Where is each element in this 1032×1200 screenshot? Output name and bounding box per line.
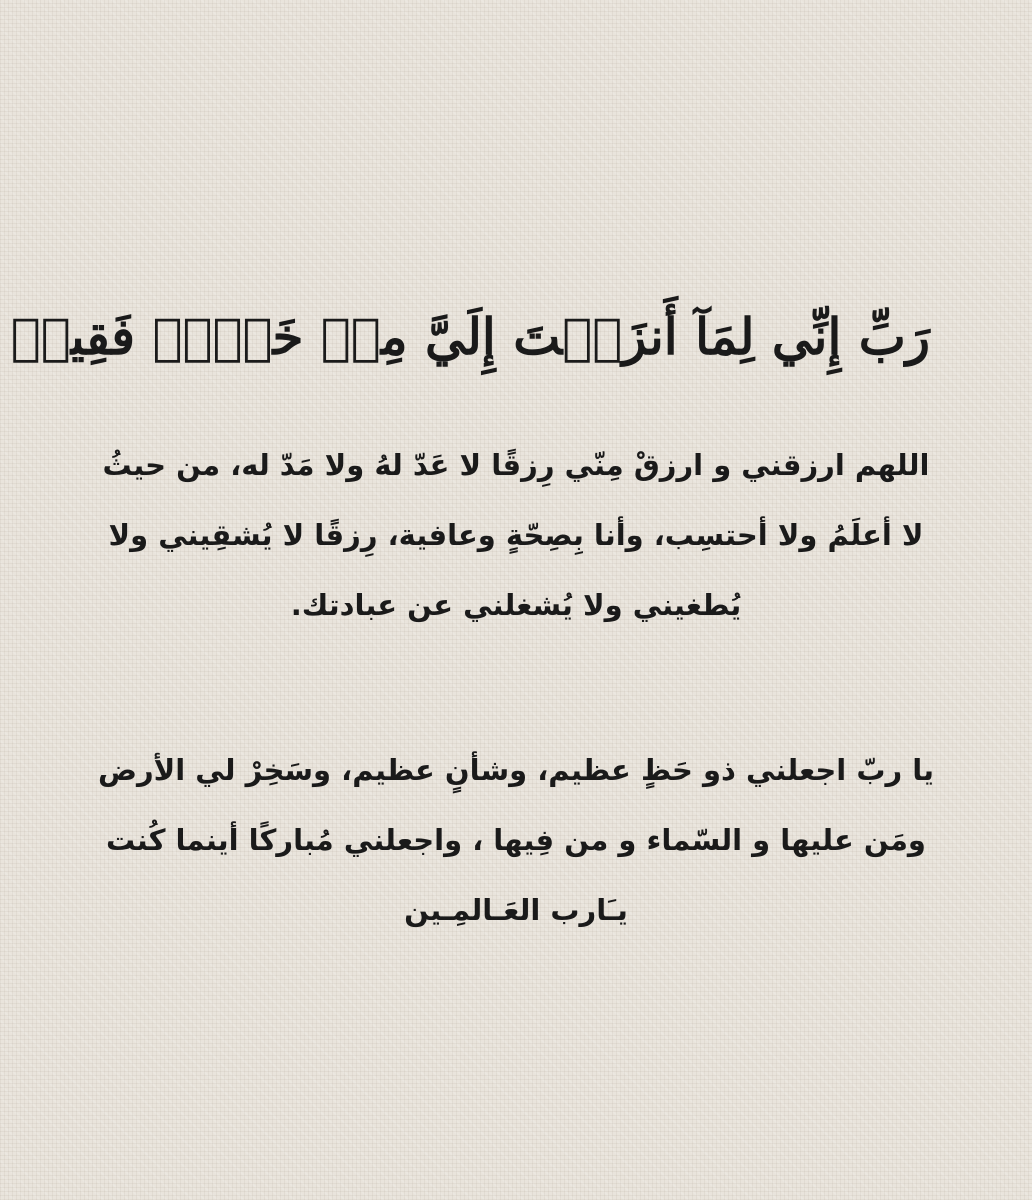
dua-line: يُطغيني ولا يُشغلني عن عبادتك.	[290, 588, 742, 622]
dua-paragraph-1	[95, 430, 937, 640]
dua-line: لا أعلَمُ ولا أحتسِب، وأنا بِصِحّةٍ وعافية، رِزقًا لا يُشقِيني ولا	[108, 518, 924, 552]
dua-line: يـَارب العَـالمِـين	[404, 893, 628, 927]
dua-line: ومَن عليها و السّماء و من فِيها ، واجعلني مُباركًا أينما كُنت	[106, 823, 926, 857]
verse-text: رَبِّ إِنِّي لِمَآ أَنزَلۡتَ إِلَيَّ مِنۡ خَيۡرٖ فَقِيرٞ	[10, 307, 930, 366]
dua-line: يا ربّ اجعلني ذو حَظٍ عظيم، وشأنٍ عظيم، وسَخِرْ لي الأرض	[97, 753, 935, 787]
dua-paragraph-2	[95, 735, 937, 945]
dua-line: اللهم ارزقني و ارزقْ مِنّي رِزقًا لا عَدّ لهُ ولا مَدّ له، من حيثُ	[102, 448, 930, 482]
quran-verse	[10, 292, 930, 386]
